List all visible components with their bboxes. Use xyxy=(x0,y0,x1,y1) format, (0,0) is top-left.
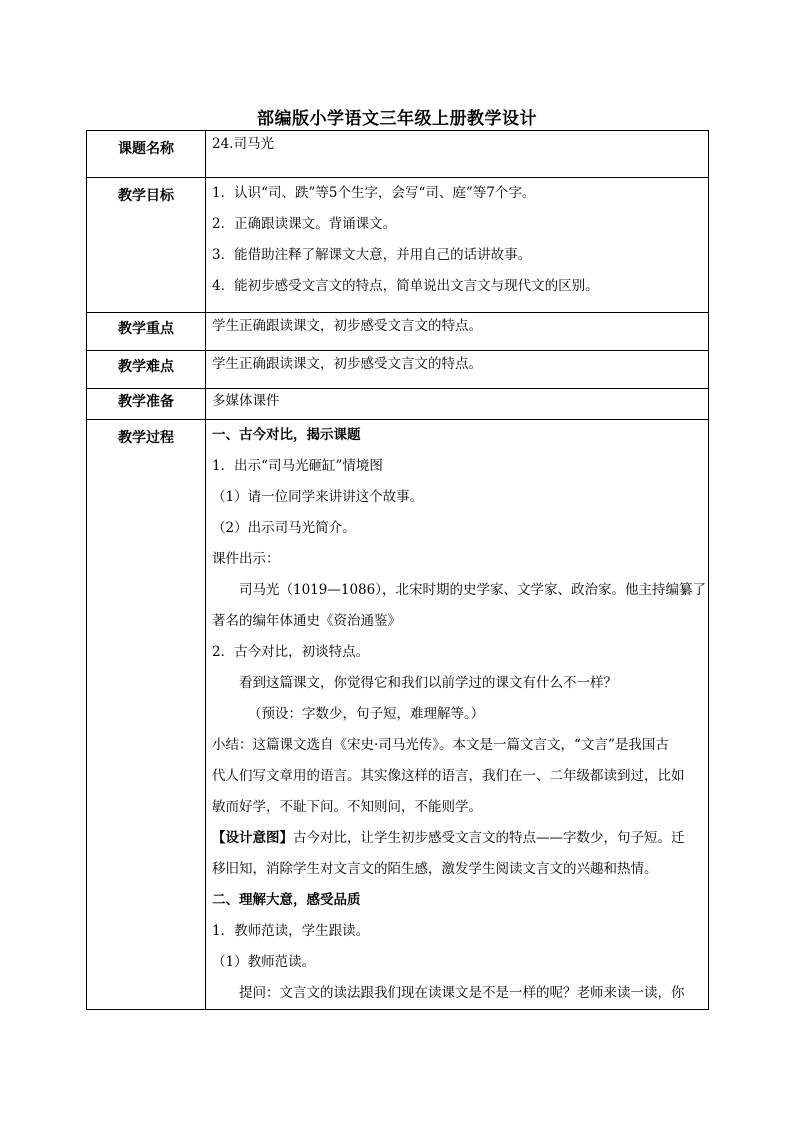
process-line: 司马光（1019—1086），北宋时期的史学家、文学家、政治家。他主持编纂了 xyxy=(239,582,706,598)
process-line: 1．出示“司马光砸缸”情境图 xyxy=(212,458,383,474)
label-teaching-process: 教学过程 xyxy=(87,420,206,1010)
goal-item: 1．认识“司、跌”等5个生字，会写“司、庭”等7个字。 xyxy=(212,185,536,201)
label-preparation: 教学准备 xyxy=(87,389,206,420)
design-intent-text: 古今对比，让学生初步感受文言文的特点——字数少，句子短。迁 xyxy=(293,830,685,846)
section-heading: 二、理解大意，感受品质 xyxy=(212,892,361,908)
difficulties-text: 学生正确跟读课文，初步感受文言文的特点。 xyxy=(212,356,482,372)
process-line: （2）出示司马光简介。 xyxy=(212,520,356,536)
preparation-text: 多媒体课件 xyxy=(212,393,280,409)
process-line: 著名的编年体通史《资治通鉴》 xyxy=(212,613,401,629)
value-teaching-process xyxy=(206,420,709,1010)
process-line: 2．古今对比，初谈特点。 xyxy=(212,644,370,660)
process-line: 小结：这篇课文选自《宋史·司马光传》。本文是一篇文言文，“文言”是我国古 xyxy=(212,737,669,753)
process-line: 移旧知，消除学生对文言文的陌生感，激发学生阅读文言文的兴趣和热情。 xyxy=(212,861,658,877)
row-teaching-goals xyxy=(87,178,709,313)
lesson-plan-table xyxy=(86,130,709,1010)
key-points-text: 学生正确跟读课文，初步感受文言文的特点。 xyxy=(212,318,482,334)
process-line: 代人们写文章用的语言。其实像这样的语言，我们在一、二年级都读到过，比如 xyxy=(212,768,685,784)
value-key-points xyxy=(206,313,709,351)
goal-item: 4．能初步感受文言文的特点，简单说出文言文与现代文的区别。 xyxy=(212,278,599,294)
row-key-points xyxy=(87,313,709,351)
document-title: 部编版小学语文三年级上册教学设计 xyxy=(257,109,537,129)
process-line: 课件出示： xyxy=(212,551,280,567)
process-line: 提问：文言文的读法跟我们现在读课文是不是一样的呢？老师来读一读，你 xyxy=(239,985,685,1001)
design-intent-line xyxy=(212,823,702,854)
label-difficulties: 教学难点 xyxy=(87,351,206,389)
section-heading: 一、古今对比，揭示课题 xyxy=(212,427,361,443)
row-teaching-process xyxy=(87,420,709,1010)
row-lesson-name xyxy=(87,131,709,178)
goal-item: 3．能借助注释了解课文大意，并用自己的话讲故事。 xyxy=(212,247,532,263)
process-line: 看到这篇课文，你觉得它和我们以前学过的课文有什么不一样？ xyxy=(239,675,617,691)
lesson-name-text: 24.司马光 xyxy=(212,136,274,152)
process-line: （1）教师范读。 xyxy=(212,954,316,970)
value-lesson-name xyxy=(206,131,709,178)
process-line: （1）请一位同学来讲讲这个故事。 xyxy=(212,489,424,505)
process-line: 1．教师范读，学生跟读。 xyxy=(212,923,370,939)
process-line: （预设：字数少，句子短，难理解等。） xyxy=(248,706,485,722)
value-difficulties xyxy=(206,351,709,389)
design-intent-tag: 【设计意图】 xyxy=(212,830,293,846)
row-difficulties xyxy=(87,351,709,389)
row-preparation xyxy=(87,389,709,420)
value-preparation xyxy=(206,389,709,420)
value-teaching-goals xyxy=(206,178,709,313)
label-lesson-name: 课题名称 xyxy=(87,131,206,178)
label-key-points: 教学重点 xyxy=(87,313,206,351)
goal-item: 2．正确跟读课文。背诵课文。 xyxy=(212,216,397,232)
label-teaching-goals: 教学目标 xyxy=(87,178,206,313)
process-line: 敏而好学，不耻下问。不知则问，不能则学。 xyxy=(212,799,482,815)
